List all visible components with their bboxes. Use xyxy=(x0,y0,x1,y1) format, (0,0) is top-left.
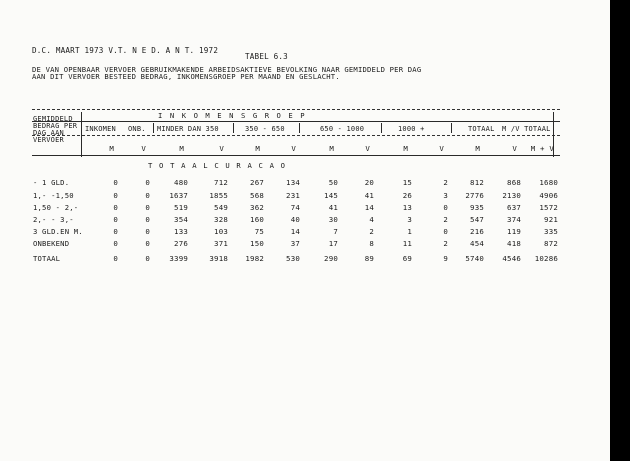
table-cell: 0 xyxy=(113,227,118,236)
table-cell: 119 xyxy=(507,227,521,236)
table-cell: 30 xyxy=(328,215,338,224)
row-label: 1,- -1,50 xyxy=(33,191,74,200)
table-cell: 0 xyxy=(145,239,150,248)
sub-header-cell: V xyxy=(219,144,224,153)
table-cell: 480 xyxy=(174,178,188,187)
table-cell: 0 xyxy=(113,239,118,248)
table-cell: 549 xyxy=(214,203,228,212)
table-cell: 1572 xyxy=(539,203,558,212)
sub-header-cell: M xyxy=(475,144,480,153)
table-cell: 26 xyxy=(402,191,412,200)
sub-header-cell: V xyxy=(141,144,146,153)
row-label: TOTAAL xyxy=(33,254,61,263)
sub-header-cell: M xyxy=(329,144,334,153)
table-cell: 0 xyxy=(443,203,448,212)
group-sep xyxy=(153,123,154,133)
table-cell: 8 xyxy=(369,239,374,248)
group-header-650-1000: 650 - 1000 xyxy=(320,125,365,133)
row-label-header-1: GEMIDDELD xyxy=(33,115,73,123)
table-cell: 812 xyxy=(470,178,484,187)
table-cell: 216 xyxy=(470,227,484,236)
table-cell: 1637 xyxy=(169,191,188,200)
table-cell: 547 xyxy=(470,215,484,224)
table-cell: 637 xyxy=(507,203,521,212)
group-header-totaal: TOTAAL xyxy=(468,125,495,133)
table-cell: 712 xyxy=(214,178,228,187)
sub-header-cell: V xyxy=(291,144,296,153)
row-label-header-4: VERVOER xyxy=(33,136,64,144)
sub-header-cell: M xyxy=(109,144,114,153)
table-cell: 935 xyxy=(470,203,484,212)
table-cell: 921 xyxy=(544,215,558,224)
group-sep xyxy=(299,123,300,133)
table-cell: 374 xyxy=(507,215,521,224)
table-cell: 872 xyxy=(544,239,558,248)
table-cell: 4 xyxy=(369,215,374,224)
table-cell: 1855 xyxy=(209,191,228,200)
group-sep xyxy=(451,123,452,133)
source-line: D.C. MAART 1973 V.T. N E D. A N T. 1972 xyxy=(32,46,219,55)
table-cell: 0 xyxy=(145,191,150,200)
table-cell: 0 xyxy=(113,191,118,200)
group-sep xyxy=(233,123,234,133)
table-cell: 0 xyxy=(145,227,150,236)
subheader-rule xyxy=(32,135,560,136)
table-cell: 519 xyxy=(174,203,188,212)
income-group-title: I N K O M E N S G R O E P xyxy=(158,111,307,120)
table-cell: 20 xyxy=(364,178,374,187)
row-label: ONBEKEND xyxy=(33,239,70,248)
table-cell: 150 xyxy=(250,239,264,248)
table-cell: 1680 xyxy=(539,178,558,187)
row-label: - 1 GLD. xyxy=(33,178,70,187)
table-cell: 15 xyxy=(402,178,412,187)
table-cell: 133 xyxy=(174,227,188,236)
table-cell: 0 xyxy=(113,203,118,212)
table-cell: 50 xyxy=(328,178,338,187)
table-cell: 530 xyxy=(286,254,300,263)
table-cell: 0 xyxy=(113,178,118,187)
sub-header-cell: V xyxy=(512,144,517,153)
row-label: 1,50 - 2,- xyxy=(33,203,79,212)
table-cell: 3918 xyxy=(209,254,228,263)
group-header-lt350: MINDER DAN 350 xyxy=(157,125,219,133)
table-cell: 41 xyxy=(328,203,338,212)
table-cell: 14 xyxy=(290,227,300,236)
group-header-350-650: 350 - 650 xyxy=(245,125,285,133)
table-cell: 2776 xyxy=(465,191,484,200)
table-cell: 3399 xyxy=(169,254,188,263)
group-header-onb: ONB. xyxy=(128,125,146,133)
table-cell: 0 xyxy=(113,215,118,224)
section-title: T O T A A L C U R A C A O xyxy=(148,161,287,170)
table-cell: 2 xyxy=(443,215,448,224)
sub-header-cell: V xyxy=(365,144,370,153)
table-cell: 2 xyxy=(369,227,374,236)
table-cell: 3 xyxy=(407,215,412,224)
group-header-1000plus: 1000 + xyxy=(398,125,425,133)
table-cell: 418 xyxy=(507,239,521,248)
sub-header-cell: V xyxy=(439,144,444,153)
table-cell: 371 xyxy=(214,239,228,248)
table-cell: 868 xyxy=(507,178,521,187)
title-line-1: DE VAN OPENBAAR VERVOER GEBRUIKMAKENDE ARBEIDSAKTIEVE BEVOLKING NAAR GEMIDDELD PER DAG xyxy=(32,65,422,74)
group-header-mv-totaal: M /V TOTAAL xyxy=(502,125,551,133)
table-cell: 1982 xyxy=(245,254,264,263)
row-label-header-3: DAG AAN xyxy=(33,129,64,137)
table-cell: 145 xyxy=(324,191,338,200)
sub-header-cell: M + V xyxy=(530,144,554,153)
table-cell: 0 xyxy=(145,215,150,224)
table-cell: 3 xyxy=(443,191,448,200)
table-cell: 40 xyxy=(290,215,300,224)
table-cell: 276 xyxy=(174,239,188,248)
table-cell: 2130 xyxy=(502,191,521,200)
table-cell: 41 xyxy=(364,191,374,200)
header-bottom-rule xyxy=(32,155,560,156)
table-cell: 362 xyxy=(250,203,264,212)
table-cell: 354 xyxy=(174,215,188,224)
table-cell: 568 xyxy=(250,191,264,200)
table-cell: 0 xyxy=(145,203,150,212)
row-label: 3 GLD.EN M. xyxy=(33,227,83,236)
group-header-inkomen: INKOMEN xyxy=(85,125,116,133)
sub-header-cell: M xyxy=(179,144,184,153)
table-cell: 17 xyxy=(328,239,338,248)
table-cell: 89 xyxy=(364,254,374,263)
table-cell: 160 xyxy=(250,215,264,224)
table-cell: 7 xyxy=(333,227,338,236)
table-cell: 335 xyxy=(544,227,558,236)
table-cell: 74 xyxy=(290,203,300,212)
sub-header-cell: M xyxy=(255,144,260,153)
table-cell: 75 xyxy=(254,227,264,236)
row-label: 2,- - 3,- xyxy=(33,215,74,224)
table-cell: 9 xyxy=(443,254,448,263)
table-cell: 14 xyxy=(364,203,374,212)
table-cell: 231 xyxy=(286,191,300,200)
title-line-2: AAN DIT VERVOER BESTEED BEDRAG, INKOMENSGROEP PER MAAND EN GESLACHT. xyxy=(32,72,340,81)
table-cell: 5740 xyxy=(465,254,484,263)
table-cell: 134 xyxy=(286,178,300,187)
table-cell: 328 xyxy=(214,215,228,224)
table-cell: 2 xyxy=(443,239,448,248)
table-cell: 0 xyxy=(113,254,118,263)
sub-header-cell: M xyxy=(403,144,408,153)
table-cell: 13 xyxy=(402,203,412,212)
table-cell: 69 xyxy=(402,254,412,263)
table-cell: 11 xyxy=(402,239,412,248)
table-cell: 0 xyxy=(145,178,150,187)
table-cell: 2 xyxy=(443,178,448,187)
row-label-header-2: BEDRAG PER xyxy=(33,122,78,130)
table-cell: 267 xyxy=(250,178,264,187)
table-cell: 290 xyxy=(324,254,338,263)
table-cell: 10286 xyxy=(534,254,558,263)
table-cell: 0 xyxy=(145,254,150,263)
table-cell: 37 xyxy=(290,239,300,248)
table-cell: 0 xyxy=(443,227,448,236)
table-cell: 4906 xyxy=(539,191,558,200)
table-cell: 4546 xyxy=(502,254,521,263)
table-cell: 454 xyxy=(470,239,484,248)
table-cell: 1 xyxy=(407,227,412,236)
table-top-rule xyxy=(32,109,560,110)
group-sep xyxy=(381,123,382,133)
table-cell: 103 xyxy=(214,227,228,236)
table-label: TABEL 6.3 xyxy=(245,52,288,61)
group-rule xyxy=(32,121,560,122)
